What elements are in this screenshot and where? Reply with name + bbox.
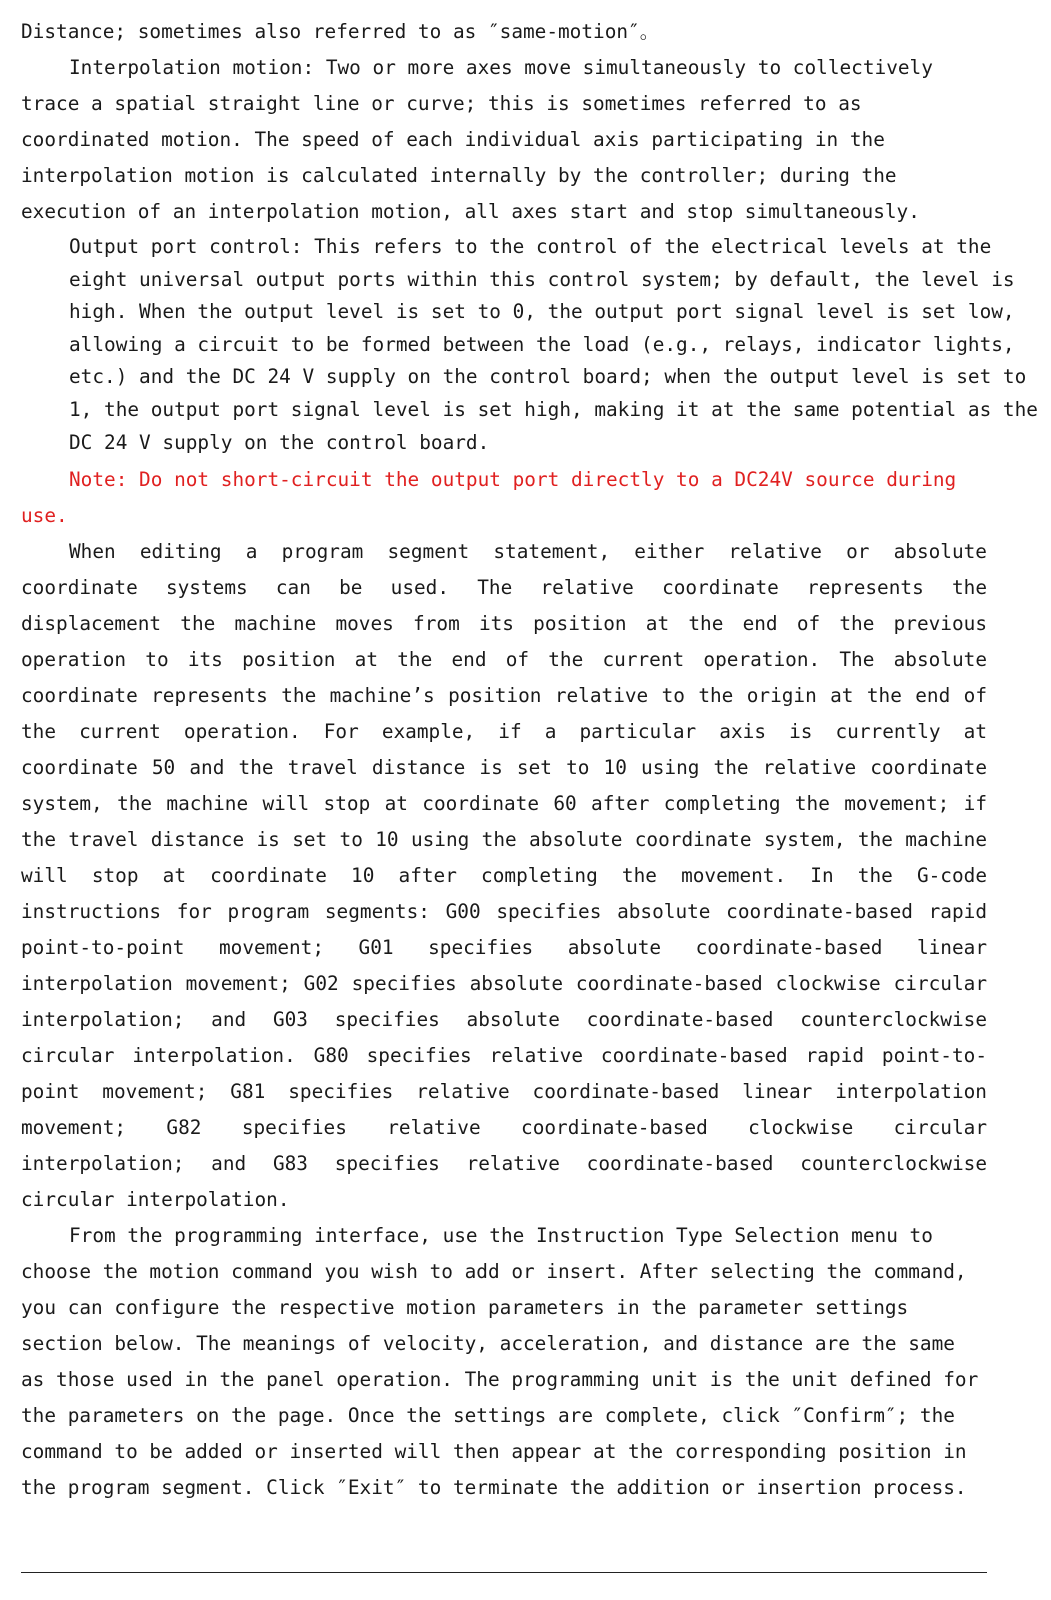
document-page (21, 14, 1038, 1506)
footer-divider (21, 1572, 987, 1573)
paragraph-interpolation-motion: Interpolation motion: Two or more axes move simultaneously to collectively trace a spatial straight line or curve; this is sometimes referred to as coordinated motion. The speed of each individual axis participating in the interpolation motion is calculated internally by the controller; during the execution of an interpolation motion, all axes start and stop simultaneously. (21, 56, 933, 223)
paragraph-coordinate-systems: When editing a program segment statement, either relative or absolute coordinate systems can be used. The relative coordinate represents the displacement the machine moves from its position at the end of the previous operation to its position at the end of the current operation. The absolute coordinate represents the machine’s position relative to the origin at the end of the current operation. For example, if a particular axis is currently at coordinate 50 and the travel distance is set to 10 using the relative coordinate system, the machine will stop at coordinate 60 after completing the movement; if the travel distance is set to 10 using the absolute coordinate system, the machine will stop at coordinate 10 after completing the movement. In the G-code instructions for program segments: G00 specifies absolute coordinate-based rapid point-to-point movement; G01 specifies absolute coordinate-based linear interpolation movement; G02 specifies absolute coordinate-based clockwise circular interpolation; and G03 specifies absolute coordinate-based counterclockwise circular interpolation. G80 specifies relative coordinate-based rapid point-to-point movement; G81 specifies relative coordinate-based linear interpolation movement; G82 specifies relative coordinate-based clockwise circular interpolation; and G83 specifies relative coordinate-based counterclockwise circular interpolation. (21, 540, 987, 1212)
paragraph-output-port-control: Output port control: This refers to the control of the electrical levels at the eight universal output ports within this control system; by default, the level is high. When the output level is set to 0, the output port signal level is set low, allowing a circuit to be formed between the load (e.g., relays, indicator lights, etc.) and the DC 24 V supply on the control board; when the output level is set to 1, the output port signal level is set high, making it at the same potential as the DC 24 V supply on the control board. (69, 235, 1038, 454)
paragraph-note-warning: Note: Do not short-circuit the output port directly to a DC24V source during use. (21, 468, 957, 528)
paragraph-programming-interface: From the programming interface, use the Instruction Type Selection menu to choose the motion command you wish to add or insert. After selecting the command, you can configure the respective motion parameters in the parameter settings section below. The meanings of velocity, acceleration, and distance are the same as those used in the panel operation. The programming unit is the unit defined for the parameters on the page. Once the settings are complete, click ″Confirm″; the command to be added or inserted will then appear at the corresponding position in the program segment. Click ″Exit″ to terminate the addition or insertion process. (21, 1224, 979, 1500)
paragraph-distance-continuation: Distance; sometimes also referred to as ″same-motion″。 (21, 20, 660, 43)
